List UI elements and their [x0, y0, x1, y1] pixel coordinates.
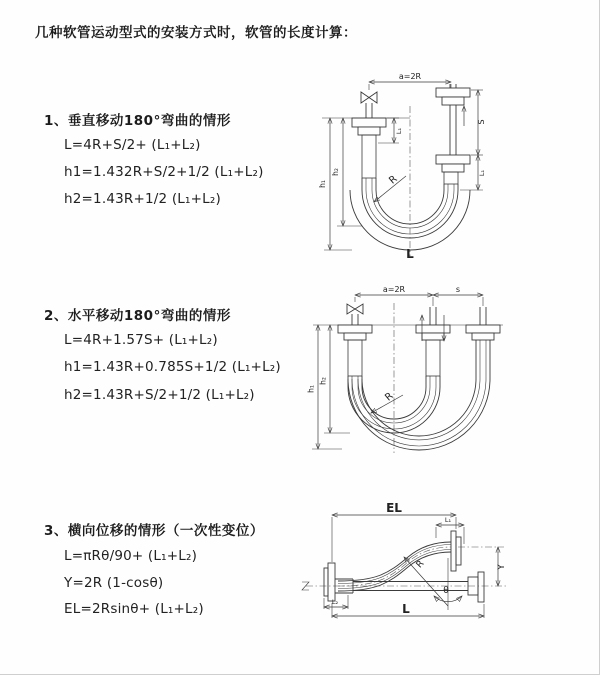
section2-formula-l: L=4R+1.57S+ (L₁+L₂)	[64, 332, 218, 348]
valve-icon	[347, 304, 363, 314]
section2-formula-h1: h1=1.43R+0.785S+1/2 (L₁+L₂)	[64, 359, 281, 375]
radius-pointer	[374, 174, 406, 202]
left-braid	[348, 340, 362, 376]
page-title: 几种软管运动型式的安装方式时，软管的长度计算：	[35, 25, 357, 41]
left-fitting	[338, 325, 372, 340]
dim-label-el: EL	[386, 501, 402, 515]
section1-formula-l: L=4R+S/2+ (L₁+L₂)	[64, 137, 201, 153]
dim-l1-right	[478, 155, 486, 190]
middle-braid	[426, 340, 440, 376]
valve-icon	[361, 92, 377, 103]
dim-label-h1: h₁	[306, 385, 316, 393]
section3-formula-el: EL=2Rsinθ+ (L₁+L₂)	[64, 601, 204, 617]
upper-flange	[451, 531, 461, 571]
section3-formula-y: Y=2R (1-cosθ)	[64, 575, 164, 591]
dim-a2r	[355, 285, 433, 306]
dim-h2	[319, 325, 351, 433]
hose-position-2	[348, 379, 490, 450]
section1-formula-h2: h2=1.43R+1/2 (L₁+L₂)	[64, 191, 221, 207]
dim-shift-s	[433, 285, 483, 306]
diagram-1-vertical-movement	[310, 70, 540, 260]
dim-l1	[436, 516, 464, 544]
section3-heading: 3、横向位移的情形（一次性变位）	[44, 523, 264, 539]
diagram-3-lateral-displacement	[298, 500, 598, 650]
left-braid	[362, 135, 376, 178]
right-fitting-upper	[436, 84, 470, 105]
hose-displaced-position	[338, 542, 451, 591]
dim-label-y: Y	[497, 564, 507, 570]
section1-heading: 1、垂直移动180°弯曲的情形	[44, 113, 231, 129]
dim-label-l1-right: L₁	[478, 169, 486, 177]
dim-label-h2: h₂	[331, 168, 340, 176]
dim-label-a2r: a=2R	[398, 72, 422, 81]
angle-construction	[404, 557, 462, 610]
radius-label: R	[383, 390, 396, 404]
right-fitting	[466, 325, 500, 340]
section1-formula-h1: h1=1.432R+S/2+1/2 (L₁+L₂)	[64, 164, 264, 180]
left-fitting	[352, 118, 386, 135]
right-fitting-lower	[436, 155, 470, 172]
radius-pointer	[371, 391, 403, 413]
dim-h1	[307, 325, 343, 449]
dim-label-h2: h₂	[318, 377, 328, 385]
length-label: L	[402, 602, 410, 616]
dim-label-l1-left: L₁	[395, 127, 403, 135]
middle-fitting	[416, 325, 450, 340]
left-flange	[324, 563, 335, 601]
dim-h2	[331, 118, 362, 226]
length-label: L	[406, 247, 414, 261]
dim-a2r	[369, 72, 451, 90]
right-braid	[444, 172, 458, 184]
dim-length	[332, 602, 484, 618]
dim-label-s: S	[477, 119, 486, 125]
dim-label-a2r: a=2R	[382, 285, 406, 294]
diagram-2-horizontal-movement	[308, 283, 548, 458]
section2-formula-h2: h2=1.43R+S/2+1/2 (L₁+L₂)	[64, 387, 255, 403]
dim-y	[497, 547, 507, 586]
section2-heading: 2、水平移动180°弯曲的情形	[44, 308, 231, 324]
dim-h1	[318, 118, 352, 250]
lower-right-flange	[468, 572, 484, 602]
dim-label-shift: s	[455, 285, 461, 294]
dim-label-h1: h₁	[318, 180, 327, 188]
section3-formula-l: L=πRθ/90+ (L₁+L₂)	[64, 548, 198, 564]
radius-label: R	[387, 173, 400, 187]
dim-label-l1: L₁	[444, 516, 452, 524]
angle-label: θ	[443, 586, 449, 596]
dim-label-l2: L₂	[331, 598, 339, 606]
radius-label: R	[414, 558, 427, 571]
